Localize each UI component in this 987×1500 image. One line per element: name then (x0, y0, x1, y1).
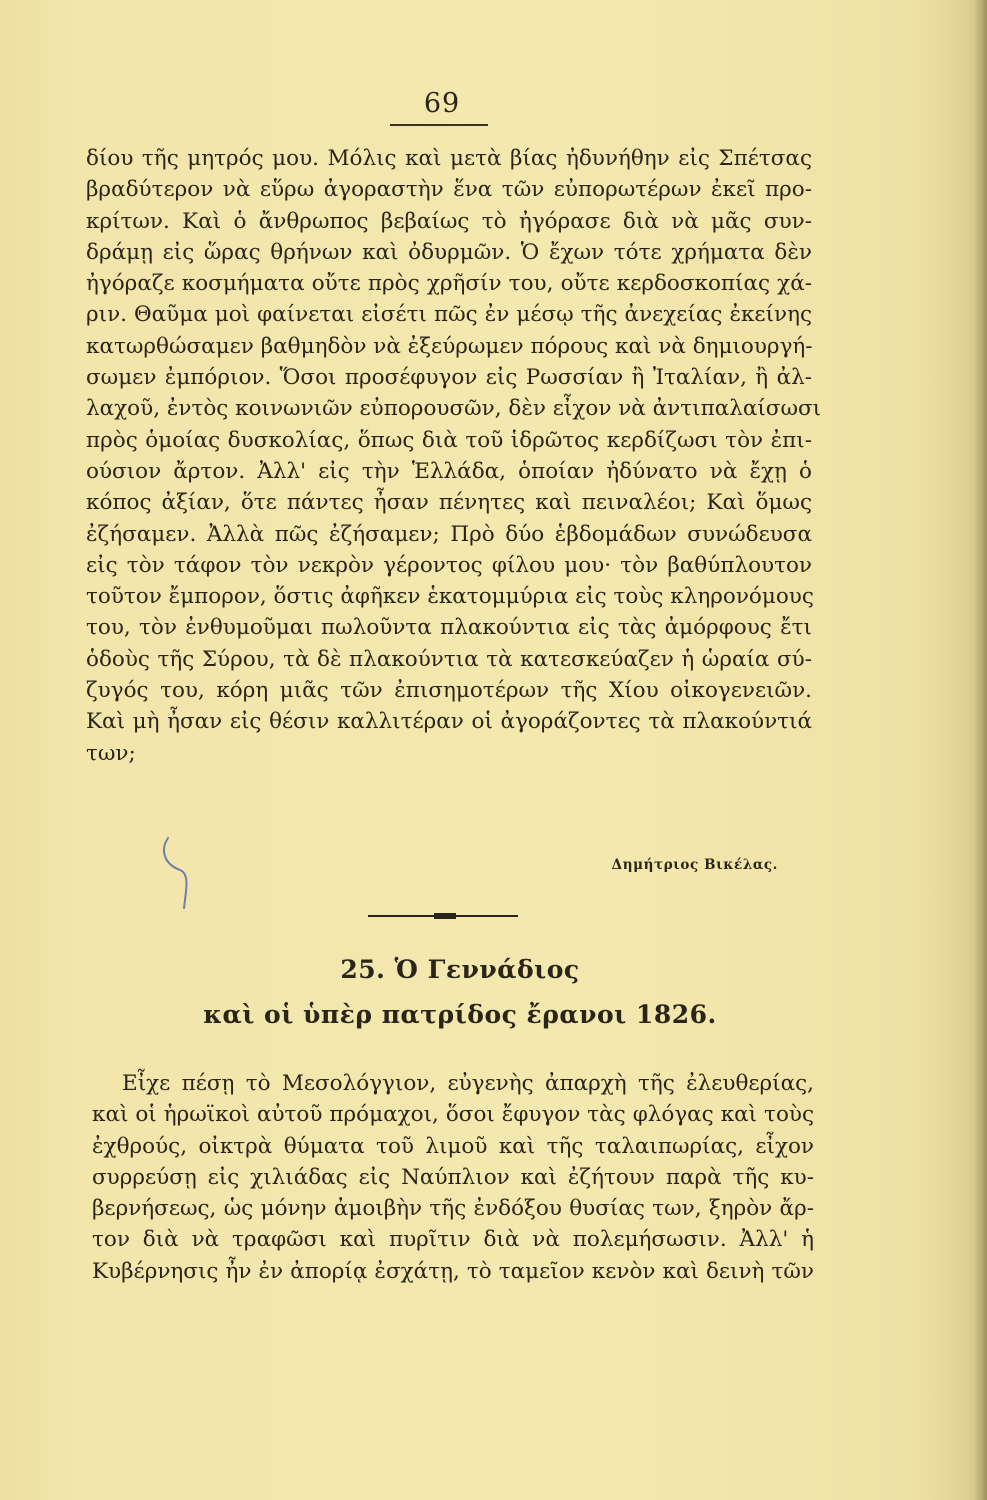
text-line: δράμῃ εἰς ὥρας θρήνων καὶ ὀδυρμῶν. Ὁ ἔχων τότε χρήματα δὲν (86, 239, 812, 265)
text-line: του, τὸν ἐνθυμοῦμαι πωλοῦντα πλακούντια εἰς τὰς ἀμόρφους ἔτι (86, 615, 812, 641)
author-signature: Δημήτριος Βικέλας. (611, 857, 778, 873)
text-line: ζυγός του, κόρη μιᾶς τῶν ἐπισημοτέρων τῆς Χίου οἰκογενειῶν. (86, 678, 812, 704)
text-line: βερνήσεως, ὡς μόνην ἀμοιβὴν τῆς ἐνδόξου θυσίας των, ξηρὸν ἄρ- (92, 1196, 814, 1222)
text-line: ούσιον ἄρτον. Ἀλλ' εἰς τὴν Ἑλλάδα, ὁποίαν ἠδύνατο νὰ ἔχῃ ὁ (86, 458, 812, 484)
text-line: ἐζήσαμεν. Ἀλλὰ πῶς ἐζήσαμεν; Πρὸ δύο ἑβδομάδων συνώδευσα (86, 521, 812, 547)
page-number-rule (390, 124, 488, 126)
text-line: εἰς τὸν τάφον τὸν νεκρὸν γέροντος φίλου μου· τὸν βαθύπλουτον (86, 552, 812, 578)
paragraph-1 (86, 143, 822, 769)
pencil-mark-icon (150, 830, 220, 910)
text-line: Καὶ μὴ ἦσαν εἰς θέσιν καλλιτέραν οἱ ἀγοράζοντες τὰ πλακούντιά (86, 709, 812, 735)
text-line: λαχοῦ, ἐντὸς κοινωνιῶν εὐπορουσῶν, δὲν εἶχον νὰ ἀντιπαλαίσωσι (86, 396, 822, 422)
section-title-line-2: καὶ οἱ ὑπὲρ πατρίδος ἔρανοι 1826. (203, 1000, 717, 1029)
text-line: Εἶχε πέσῃ τὸ Μεσολόγγιον, εὐγενὴς ἀπαρχὴ τῆς ἐλευθερίας, (122, 1071, 814, 1096)
paragraph-2 (92, 1068, 814, 1287)
text-line: ἠγόραζε κοσμήματα οὔτε πρὸς χρῆσίν του, οὔτε κερδοσκοπίας χά- (86, 271, 812, 297)
text-line: συρρεύσῃ εἰς χιλιάδας εἰς Ναύπλιον καὶ ἐζήτουν παρὰ τῆς κυ- (92, 1164, 814, 1190)
text-line: κόπος ἀξίαν, ὅτε πάντες ἦσαν πένητες καὶ πειναλέοι; Καὶ ὅμως (86, 490, 812, 516)
text-line: βραδύτερον νὰ εὕρω ἀγοραστὴν ἕνα τῶν εὐπορωτέρων ἐκεῖ προ- (86, 177, 812, 203)
text-line: δίου τῆς μητρός μου. Μόλις καὶ μετὰ βίας ἠδυνήθην εἰς Σπέτσας (86, 146, 812, 171)
text-line: Κυβέρνησις ἦν ἐν ἀπορίᾳ ἐσχάτῃ, τὸ ταμεῖον κενὸν καὶ δεινὴ τῶν (92, 1258, 814, 1284)
text-line: κατωρθώσαμεν βαθμηδὸν νὰ ἐξεύρωμεν πόρους καὶ νὰ δημιουργή- (86, 333, 813, 359)
page-number: 69 (423, 88, 461, 119)
text-line: τοῦτον ἔμπορον, ὅστις ἀφῆκεν ἑκατομμύρια εἰς τοὺς κληρονόμους (86, 584, 814, 610)
page-binding-edge (973, 0, 987, 1500)
section-title-line-1: 25. Ὁ Γεννάδιος (340, 955, 580, 984)
text-line: τον διὰ νὰ τραφῶσι καὶ πυρῖτιν διὰ νὰ πολεμήσωσιν. Ἀλλ' ἡ (92, 1227, 814, 1253)
text-line: των; (86, 740, 136, 766)
text-line: καὶ οἱ ἡρωϊκοὶ αὐτοῦ πρόμαχοι, ὅσοι ἔφυγον τὰς φλόγας καὶ τοὺς (92, 1102, 814, 1128)
text-line: ὁδοὺς τῆς Σύρου, τὰ δὲ πλακούντια τὰ κατεσκεύαζεν ἡ ὡραία σύ- (86, 646, 812, 672)
text-line: πρὸς ὁμοίας δυσκολίας, ὅπως διὰ τοῦ ἱδρῶτος κερδίζωσι τὸν ἐπι- (86, 427, 812, 453)
section-separator-ornament (434, 913, 456, 919)
text-line: κρίτων. Καὶ ὁ ἄνθρωπος βεβαίως τὸ ἠγόρασε διὰ νὰ μᾶς συν- (86, 208, 812, 234)
text-line: σωμεν ἐμπόριον. Ὅσοι προσέφυγον εἰς Ρωσσίαν ἢ Ἰταλίαν, ἢ ἀλ- (86, 365, 812, 391)
text-line: ἐχθρούς, οἰκτρὰ θύματα τοῦ λιμοῦ καὶ τῆς ταλαιπωρίας, εἶχον (92, 1133, 814, 1159)
text-line: ριν. Θαῦμα μοὶ φαίνεται εἰσέτι πῶς ἐν μέσῳ τῆς ἀνεχείας ἐκείνης (86, 302, 812, 328)
